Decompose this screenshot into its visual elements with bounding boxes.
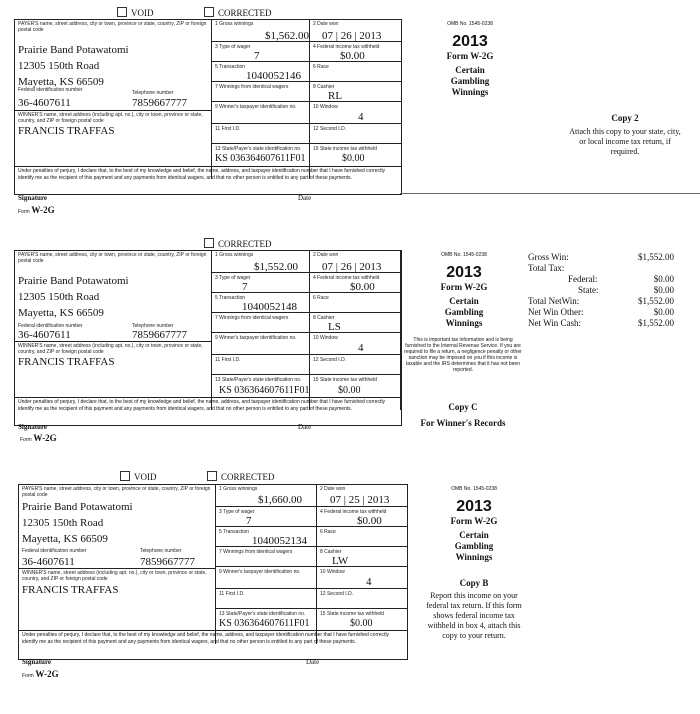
gambling-label: Gambling — [444, 307, 484, 317]
box3-type-of-wager: 7 — [254, 50, 260, 62]
summary-row — [528, 274, 674, 285]
box15-state-tax: $0.00 — [342, 153, 365, 164]
box15-label: 15 State income tax withheld — [313, 146, 377, 152]
state-label: State: — [578, 285, 599, 295]
form-title: Form W-2G — [446, 51, 494, 61]
perjury-statement: Under penalties of perjury, I declare that, to the best of my knowledge and belief, the name, address, and taxpayer identification number that I have furnished correctly identify me as the recipient of this payment and any payments from identical wagers, and that no other person is entitled to any part of these payments. — [18, 399, 386, 412]
form-footer — [18, 205, 55, 215]
box2-label: 2 Date won — [320, 486, 346, 492]
box7-label: 7 Winnings from identical wagers — [215, 84, 289, 90]
phone-label: Telephone number — [132, 323, 174, 329]
box8-label: 8 Cashier — [320, 549, 342, 555]
box8-cashier: LW — [332, 555, 349, 567]
box2-date-won: 07 | 25 | 2013 — [330, 494, 390, 506]
date-label: Date — [298, 423, 312, 431]
omb-number: OMB No. 1545-0238 — [441, 252, 487, 258]
copy-title: Copy B — [459, 578, 489, 588]
summary-row — [528, 296, 674, 307]
phone: 7859667777 — [132, 329, 187, 341]
omb-number: OMB No. 1545-0238 — [451, 486, 497, 492]
signature-label: Signature — [22, 658, 52, 666]
box13-state-id: KS 036364607611F01 — [215, 153, 306, 164]
void-checkbox-group[interactable] — [120, 471, 157, 482]
gross-win-label: Gross Win: — [528, 252, 569, 262]
gambling-label: Gambling — [450, 76, 490, 86]
form-prefix: Form — [20, 437, 32, 443]
payer-name: Prairie Band Potawatomi — [18, 275, 129, 287]
box3-label: 3 Type of wager — [215, 275, 251, 281]
tax-year: 2013 — [452, 33, 488, 50]
box15-state-tax: $0.00 — [338, 385, 361, 396]
fed-id-label: Federal identification number — [18, 323, 83, 329]
copy-instructions: Attach this copy to your state, city, or local income tax return, if required. — [569, 127, 681, 156]
net-win-other-value: $0.00 — [653, 307, 674, 317]
corrected-label: CORRECTED — [218, 239, 272, 249]
box10-window: 4 — [358, 111, 364, 123]
corrected-checkbox[interactable] — [204, 238, 214, 248]
box13-label: 13 State/Payer's state identification no. — [215, 377, 302, 383]
fed-id-label: Federal identification number — [22, 548, 87, 554]
box1-label: 1 Gross winnings — [215, 21, 254, 27]
gambling-label: Gambling — [454, 541, 494, 551]
void-label: VOID — [134, 472, 157, 482]
tax-year: 2013 — [446, 264, 482, 281]
corrected-checkbox-group[interactable] — [204, 238, 272, 249]
payer-street: 12305 150th Road — [22, 517, 104, 529]
box3-type-of-wager: 7 — [246, 515, 252, 527]
box15-label: 15 State income tax withheld — [320, 611, 384, 617]
corrected-checkbox[interactable] — [204, 7, 214, 17]
winner-label: WINNER'S name, street address (including apt. no.), city or town, province or state, country, and ZIP or foreign postal code — [18, 112, 203, 124]
copy-title: Copy C — [448, 402, 478, 412]
phone-label: Telephone number — [132, 90, 174, 96]
copy-instructions: Report this income on your federal tax return. If this form shows federal income tax withheld in box 4, attach this copy to your return. — [426, 591, 522, 640]
omb-number: OMB No. 1545-0238 — [447, 21, 493, 27]
total-netwin-label: Total NetWin: — [528, 296, 580, 306]
corrected-checkbox-group[interactable] — [207, 471, 275, 482]
box1-gross-winnings: $1,562.00 — [265, 30, 309, 42]
payer-label: PAYER'S name, street address, city or town, province or state, country, ZIP or foreign postal code — [22, 486, 211, 498]
box15-label: 15 State income tax withheld — [313, 377, 377, 383]
box1-gross-winnings: $1,552.00 — [254, 261, 298, 273]
winner-name: FRANCIS TRAFFAS — [18, 356, 115, 368]
box10-window: 4 — [366, 576, 372, 588]
box4-label: 4 Federal income tax withheld — [313, 44, 380, 50]
box12-label: 12 Second I.D. — [313, 357, 347, 363]
box13-label: 13 State/Payer's state identification no. — [215, 146, 302, 152]
payer-city: Mayetta, KS 66509 — [22, 533, 108, 545]
total-netwin-value: $1,552.00 — [638, 296, 674, 306]
summary-row — [528, 307, 674, 318]
payer-street: 12305 150th Road — [18, 60, 100, 72]
box4-federal-tax: $0.00 — [340, 50, 365, 62]
form-side-panel — [404, 252, 524, 329]
void-label: VOID — [131, 8, 154, 18]
form-name: W-2G — [31, 205, 55, 215]
box1-label: 1 Gross winnings — [215, 252, 254, 258]
form-title: Form W-2G — [450, 516, 498, 526]
phone: 7859667777 — [132, 97, 187, 109]
box3-type-of-wager: 7 — [242, 281, 248, 293]
payer-city: Mayetta, KS 66509 — [18, 307, 104, 319]
box8-label: 8 Cashier — [313, 84, 335, 90]
box13-label: 13 State/Payer's state identification no. — [219, 611, 306, 617]
box6-label: 6 Race — [313, 64, 329, 70]
w2g-form-copy-b — [0, 470, 700, 695]
box2-date-won: 07 | 26 | 2013 — [322, 261, 382, 273]
form-name: W-2G — [33, 433, 57, 443]
box11-label: 11 First I.D. — [215, 357, 241, 363]
winnings-summary — [528, 252, 674, 329]
payer-label: PAYER'S name, street address, city or town, province or state, country, ZIP or foreign postal code — [18, 252, 207, 264]
winner-name: FRANCIS TRAFFAS — [22, 584, 119, 596]
box13-state-id: KS 036364607611F01 — [219, 618, 310, 629]
copy-panel — [565, 113, 685, 157]
signature-label: Signature — [18, 423, 48, 431]
box10-label: 10 Window — [313, 104, 338, 110]
box10-window: 4 — [358, 342, 364, 354]
form-footer — [22, 669, 59, 679]
box9-label: 9 Winner's taxpayer identification no. — [215, 335, 297, 341]
box11-label: 11 First I.D. — [215, 126, 241, 132]
box5-transaction: 1040052134 — [252, 535, 307, 547]
form-side-panel — [410, 21, 530, 98]
form-name: W-2G — [35, 669, 59, 679]
corrected-checkbox[interactable] — [207, 471, 217, 481]
certain-label: Certain — [449, 296, 479, 306]
box13-state-id: KS 036364607611F01 — [219, 385, 310, 396]
form-footer — [20, 433, 57, 443]
perjury-statement: Under penalties of perjury, I declare that, to the best of my knowledge and belief, the name, address, and taxpayer identification number that I have furnished correctly identify me as the recipient of this payment and any payments from identical wagers, and that no other person is entitled to any part of these payments. — [18, 168, 386, 181]
box2-label: 2 Date won — [313, 252, 339, 258]
box5-label: 5 Transaction — [215, 64, 246, 70]
phone-label: Telephone number — [140, 548, 182, 554]
form-side-panel — [414, 486, 534, 563]
void-checkbox[interactable] — [120, 471, 130, 481]
box8-cashier: LS — [328, 321, 341, 333]
irs-notice: This is important tax information and is being furnished to the Internal Revenue Service. If you are required to file a return, a negligence penalty or other sanction may be imposed on you if this income is taxable and the IRS determines that it has not been reported. — [404, 337, 522, 373]
federal-value: $0.00 — [653, 274, 674, 284]
fed-id: 36-4607611 — [22, 556, 75, 568]
w2g-form-copy-2 — [0, 6, 700, 231]
box12-label: 12 Second I.D. — [313, 126, 347, 132]
payer-name: Prairie Band Potawatomi — [22, 501, 133, 513]
winnings-label: Winnings — [455, 552, 493, 562]
summary-row — [528, 252, 674, 263]
box4-federal-tax: $0.00 — [350, 281, 375, 293]
corrected-label: CORRECTED — [221, 472, 275, 482]
box5-transaction: 1040052146 — [246, 70, 301, 82]
winnings-label: Winnings — [445, 318, 483, 328]
box7-label: 7 Winnings from identical wagers — [219, 549, 293, 555]
copy-title: Copy 2 — [611, 113, 639, 123]
box15-state-tax: $0.00 — [350, 618, 373, 629]
form-prefix: Form — [22, 673, 34, 679]
box8-cashier: RL — [328, 90, 343, 102]
form-title: Form W-2G — [440, 282, 488, 292]
box5-transaction: 1040052148 — [242, 301, 297, 313]
gross-win-value: $1,552.00 — [638, 252, 674, 262]
void-checkbox-group[interactable] — [117, 7, 154, 18]
box8-label: 8 Cashier — [313, 315, 335, 321]
certain-label: Certain — [459, 530, 489, 540]
void-checkbox[interactable] — [117, 7, 127, 17]
summary-row — [528, 263, 674, 274]
payer-street: 12305 150th Road — [18, 291, 100, 303]
perjury-statement: Under penalties of perjury, I declare that, to the best of my knowledge and belief, the name, address, and taxpayer identification number that I have furnished correctly identify me as the recipient of this payment and any payments from identical wagers, and that no other person is entitled to any part of these payments. — [22, 632, 390, 645]
copy-panel — [420, 578, 528, 641]
federal-label: Federal: — [568, 274, 598, 284]
signature-label: Signature — [18, 194, 48, 202]
box12-label: 12 Second I.D. — [320, 591, 354, 597]
winner-label: WINNER'S name, street address (including apt. no.), city or town, province or state, country, and ZIP or foreign postal code — [22, 570, 207, 582]
box1-label: 1 Gross winnings — [219, 486, 258, 492]
phone: 7859667777 — [140, 556, 195, 568]
net-win-cash-label: Net Win Cash: — [528, 318, 581, 328]
box3-label: 3 Type of wager — [215, 44, 251, 50]
box6-label: 6 Race — [313, 295, 329, 301]
box10-label: 10 Window — [313, 335, 338, 341]
fed-id: 36-4607611 — [18, 97, 71, 109]
payer-label: PAYER'S name, street address, city or town, province or state, country, ZIP or foreign postal code — [18, 21, 207, 33]
total-tax-label: Total Tax: — [528, 263, 565, 273]
copy-panel — [404, 402, 522, 428]
copy-instructions: For Winner's Records — [420, 418, 506, 428]
certain-label: Certain — [455, 65, 485, 75]
box11-label: 11 First I.D. — [219, 591, 245, 597]
summary-row — [528, 318, 674, 329]
box10-label: 10 Window — [320, 569, 345, 575]
box4-label: 4 Federal income tax withheld — [313, 275, 380, 281]
box5-label: 5 Transaction — [219, 529, 250, 535]
corrected-label: CORRECTED — [218, 8, 272, 18]
date-label: Date — [306, 658, 320, 666]
box9-label: 9 Winner's taxpayer identification no. — [219, 569, 301, 575]
form-prefix: Form — [18, 209, 30, 215]
box3-label: 3 Type of wager — [219, 509, 255, 515]
box4-federal-tax: $0.00 — [357, 515, 382, 527]
box2-label: 2 Date won — [313, 21, 339, 27]
box1-gross-winnings: $1,660.00 — [258, 494, 302, 506]
net-win-other-label: Net Win Other: — [528, 307, 584, 317]
summary-row — [528, 285, 674, 296]
box7-label: 7 Winnings from identical wagers — [215, 315, 289, 321]
corrected-checkbox-group[interactable] — [204, 7, 272, 18]
net-win-cash-value: $1,552.00 — [638, 318, 674, 328]
winnings-label: Winnings — [451, 87, 489, 97]
box2-date-won: 07 | 26 | 2013 — [322, 30, 382, 42]
fed-id-label: Federal identification number — [18, 87, 83, 93]
state-value: $0.00 — [653, 285, 674, 295]
date-label: Date — [298, 194, 312, 202]
tax-year: 2013 — [456, 498, 492, 515]
winner-name: FRANCIS TRAFFAS — [18, 125, 115, 137]
fed-id: 36-4607611 — [18, 329, 71, 341]
payer-city: Mayetta, KS 66509 — [18, 76, 104, 88]
box5-label: 5 Transaction — [215, 295, 246, 301]
winner-label: WINNER'S name, street address (including apt. no.), city or town, province or state, country, and ZIP or foreign postal code — [18, 343, 203, 355]
payer-name: Prairie Band Potawatomi — [18, 44, 129, 56]
box4-label: 4 Federal income tax withheld — [320, 509, 387, 515]
box9-label: 9 Winner's taxpayer identification no. — [215, 104, 297, 110]
box6-label: 6 Race — [320, 529, 336, 535]
